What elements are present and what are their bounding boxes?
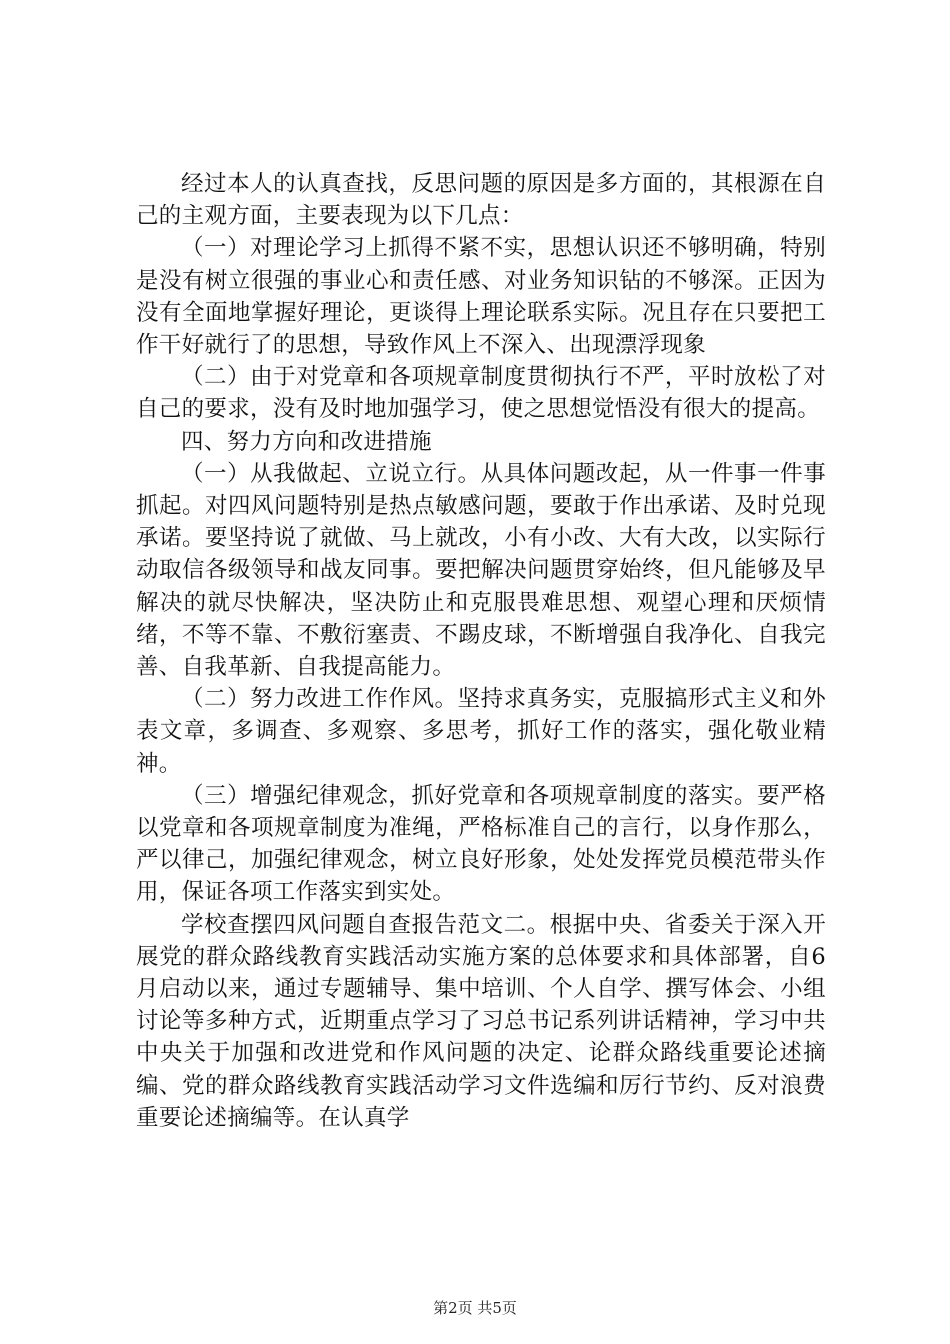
- section-heading-improvement-measures: 四、努力方向和改进措施: [181, 428, 432, 455]
- page-number-footer: 第2页 共5页: [433, 1299, 517, 1317]
- paragraph-cause-discipline: （二）由于对党章和各项规章制度贯彻执行不严，平时放松了对自己的要求，没有及时地加强学习，使之思想觉悟没有很大的提高。: [136, 364, 826, 423]
- paragraph-sample-two-intro: 学校查摆四风问题自查报告范文二。根据中央、省委关于深入开展党的群众路线教育实践活动实施方案的总体要求和具体部署，自6月启动以来，通过专题辅导、集中培训、个人自学、撰写体会、小组讨论等多种方式，近期重点学习了习总书记系列讲话精神，学习中共中央关于加强和改进党和作风问题的决定、论群众路线重要论述摘编、党的群众路线教育实践活动学习文件选编和厉行节约、反对浪费重要论述摘编等。在认真学: [136, 911, 826, 1131]
- document-body: [136, 168, 826, 1134]
- paragraph-measure-work-style: （二）努力改进工作作风。坚持求真务实，克服搞形式主义和外表文章，多调查、多观察、多思考，抓好工作的落实，强化敬业精神。: [136, 686, 826, 777]
- paragraph-root-cause-intro: 经过本人的认真查找，反思问题的原因是多方面的，其根源在自己的主观方面，主要表现为以下几点：: [136, 171, 826, 230]
- paragraph-cause-theory-study: （一）对理论学习上抓得不紧不实，思想认识还不够明确，特别是没有树立很强的事业心和责任感、对业务知识钻的不够深。正因为没有全面地掌握好理论，更谈得上理论联系实际。况且存在只要把工作干好就行了的思想，导致作风上不深入、出现漂浮现象: [136, 235, 826, 359]
- paragraph-measure-start-with-self: （一）从我做起、立说立行。从具体问题改起，从一件事一件事抓起。对四风问题特别是热点敏感问题，要敢于作出承诺、及时兑现承诺。要坚持说了就做、马上就改，小有小改、大有大改，以实际行动取信各级领导和战友同事。要把解决问题贯穿始终，但凡能够及早解决的就尽快解决，坚决防止和克服畏难思想、观望心理和厌烦情绪，不等不靠、不敷衍塞责、不踢皮球，不断增强自我净化、自我完善、自我革新、自我提高能力。: [136, 460, 826, 681]
- paragraph-measure-discipline: （三）增强纪律观念，抓好党章和各项规章制度的落实。要严格以党章和各项规章制度为准绳，严格标准自己的言行，以身作那么，严以律己，加强纪律观念，树立良好形象，处处发挥党员模范带头作用，保证各项工作落实到实处。: [136, 782, 826, 906]
